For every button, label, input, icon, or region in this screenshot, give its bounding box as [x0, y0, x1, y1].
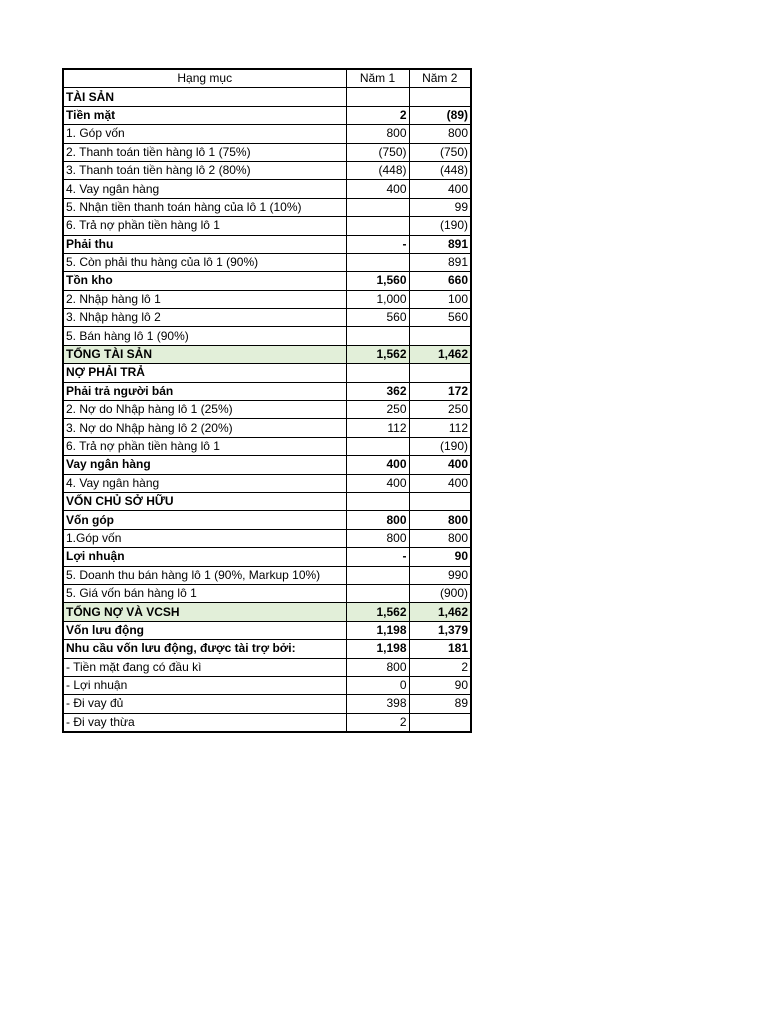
row-year-1-cell[interactable]: [346, 584, 409, 602]
row-year-1-cell[interactable]: [346, 327, 409, 345]
table-row: [63, 658, 471, 676]
table-row: [63, 272, 471, 290]
table-row: [63, 235, 471, 253]
row-year-2-cell[interactable]: 800: [409, 511, 471, 529]
row-year-1-cell[interactable]: -: [346, 235, 409, 253]
row-year-1-cell[interactable]: [346, 198, 409, 216]
row-year-2-cell[interactable]: 800: [409, 125, 471, 143]
row-year-2-cell[interactable]: [409, 364, 471, 382]
row-year-1-cell[interactable]: 400: [346, 180, 409, 198]
row-label-cell[interactable]: 3. Nhập hàng lô 2: [63, 309, 346, 327]
row-year-2-cell[interactable]: (750): [409, 143, 471, 161]
table-row: [63, 676, 471, 694]
row-year-1-cell[interactable]: 1,198: [346, 621, 409, 639]
row-label-cell[interactable]: Phải trả người bán: [63, 382, 346, 400]
row-year-2-cell[interactable]: 1,379: [409, 621, 471, 639]
table-row: [63, 253, 471, 271]
row-label-cell[interactable]: 5. Doanh thu bán hàng lô 1 (90%, Markup 10%): [63, 566, 346, 584]
row-label-cell[interactable]: Lợi nhuận: [63, 548, 346, 566]
row-year-2-cell[interactable]: 560: [409, 309, 471, 327]
row-label-cell[interactable]: Phải thu: [63, 235, 346, 253]
row-label-cell[interactable]: 1. Góp vốn: [63, 125, 346, 143]
row-label-cell[interactable]: - Tiền mặt đang có đầu kì: [63, 658, 346, 676]
header-item[interactable]: Hạng mục: [63, 69, 346, 88]
row-year-1-cell[interactable]: 1,562: [346, 603, 409, 621]
table-row: [63, 640, 471, 658]
balance-sheet-table: [62, 68, 472, 733]
row-label-cell[interactable]: 2. Nợ do Nhập hàng lô 1 (25%): [63, 401, 346, 419]
table-row: [63, 327, 471, 345]
row-year-2-cell[interactable]: [409, 713, 471, 732]
table-row: [63, 217, 471, 235]
row-year-2-cell[interactable]: 400: [409, 456, 471, 474]
row-label-cell[interactable]: - Đi vay thừa: [63, 713, 346, 732]
row-label-cell[interactable]: 2. Nhập hàng lô 1: [63, 290, 346, 308]
table-row: [63, 364, 471, 382]
row-year-2-cell[interactable]: 400: [409, 180, 471, 198]
table-row: [63, 180, 471, 198]
table-row: [63, 474, 471, 492]
row-label-cell[interactable]: 3. Nợ do Nhập hàng lô 2 (20%): [63, 419, 346, 437]
table-row: [63, 584, 471, 602]
row-year-2-cell[interactable]: [409, 327, 471, 345]
row-year-1-cell[interactable]: 800: [346, 125, 409, 143]
row-year-1-cell[interactable]: 800: [346, 529, 409, 547]
row-year-2-cell[interactable]: 660: [409, 272, 471, 290]
table-row: [63, 713, 471, 732]
row-label-cell[interactable]: 4. Vay ngân hàng: [63, 180, 346, 198]
row-year-2-cell[interactable]: 99: [409, 198, 471, 216]
row-year-1-cell[interactable]: 2: [346, 106, 409, 124]
row-year-2-cell[interactable]: (900): [409, 584, 471, 602]
row-year-1-cell[interactable]: 2: [346, 713, 409, 732]
row-year-2-cell[interactable]: (190): [409, 437, 471, 455]
row-label-cell[interactable]: 5. Bán hàng lô 1 (90%): [63, 327, 346, 345]
row-year-1-cell[interactable]: [346, 437, 409, 455]
row-label-cell[interactable]: 1.Góp vốn: [63, 529, 346, 547]
row-year-1-cell[interactable]: 400: [346, 456, 409, 474]
row-year-2-cell[interactable]: 90: [409, 548, 471, 566]
row-label-cell[interactable]: 5. Nhận tiền thanh toán hàng của lô 1 (10%): [63, 198, 346, 216]
row-year-1-cell[interactable]: 560: [346, 309, 409, 327]
row-year-2-cell[interactable]: 1,462: [409, 603, 471, 621]
row-label-cell[interactable]: 6. Trả nợ phần tiền hàng lô 1: [63, 437, 346, 455]
row-label-cell[interactable]: 4. Vay ngân hàng: [63, 474, 346, 492]
row-year-1-cell[interactable]: 112: [346, 419, 409, 437]
row-year-2-cell[interactable]: 1,462: [409, 345, 471, 363]
header-row: [63, 69, 471, 88]
table-row: [63, 419, 471, 437]
row-year-2-cell[interactable]: 800: [409, 529, 471, 547]
row-year-2-cell[interactable]: 100: [409, 290, 471, 308]
row-year-2-cell[interactable]: 990: [409, 566, 471, 584]
row-year-1-cell[interactable]: -: [346, 548, 409, 566]
row-label-cell[interactable]: VỐN CHỦ SỞ HỮU: [63, 492, 346, 510]
row-label-cell[interactable]: 3. Thanh toán tiền hàng lô 2 (80%): [63, 161, 346, 179]
row-year-2-cell[interactable]: [409, 492, 471, 510]
row-year-2-cell[interactable]: 891: [409, 235, 471, 253]
table-row: [63, 603, 471, 621]
row-year-1-cell[interactable]: 1,198: [346, 640, 409, 658]
row-label-cell[interactable]: - Lợi nhuận: [63, 676, 346, 694]
table-row: [63, 566, 471, 584]
row-year-2-cell[interactable]: 400: [409, 474, 471, 492]
row-label-cell[interactable]: Tiền mặt: [63, 106, 346, 124]
table-row: [63, 290, 471, 308]
row-year-1-cell[interactable]: [346, 88, 409, 106]
table-row: [63, 548, 471, 566]
row-label-cell[interactable]: TỔNG TÀI SẢN: [63, 345, 346, 363]
row-year-1-cell[interactable]: 250: [346, 401, 409, 419]
row-label-cell[interactable]: 6. Trả nợ phần tiền hàng lô 1: [63, 217, 346, 235]
row-year-1-cell[interactable]: 1,562: [346, 345, 409, 363]
row-year-2-cell[interactable]: (190): [409, 217, 471, 235]
row-year-1-cell[interactable]: 800: [346, 658, 409, 676]
table-row: [63, 511, 471, 529]
table-row: [63, 345, 471, 363]
row-label-cell[interactable]: Nhu cầu vốn lưu động, được tài trợ bởi:: [63, 640, 346, 658]
table-body: [63, 88, 471, 732]
row-year-1-cell[interactable]: (448): [346, 161, 409, 179]
row-label-cell[interactable]: - Đi vay đủ: [63, 695, 346, 713]
table-row: [63, 492, 471, 510]
row-label-cell[interactable]: Tồn kho: [63, 272, 346, 290]
row-year-2-cell[interactable]: 891: [409, 253, 471, 271]
row-year-2-cell[interactable]: (448): [409, 161, 471, 179]
table-row: [63, 143, 471, 161]
row-year-2-cell[interactable]: [409, 88, 471, 106]
row-year-2-cell[interactable]: 2: [409, 658, 471, 676]
row-label-cell[interactable]: NỢ PHẢI TRẢ: [63, 364, 346, 382]
row-label-cell[interactable]: 5. Giá vốn bán hàng lô 1: [63, 584, 346, 602]
row-label-cell[interactable]: 5. Còn phải thu hàng của lô 1 (90%): [63, 253, 346, 271]
row-year-1-cell[interactable]: [346, 492, 409, 510]
table-row: [63, 437, 471, 455]
row-year-2-cell[interactable]: 181: [409, 640, 471, 658]
row-label-cell[interactable]: Vốn lưu động: [63, 621, 346, 639]
table-row: [63, 198, 471, 216]
row-year-1-cell[interactable]: (750): [346, 143, 409, 161]
table-row: [63, 401, 471, 419]
table-row: [63, 621, 471, 639]
row-year-2-cell[interactable]: (89): [409, 106, 471, 124]
row-year-1-cell[interactable]: 398: [346, 695, 409, 713]
table-row: [63, 309, 471, 327]
table-row: [63, 456, 471, 474]
row-year-1-cell[interactable]: 1,560: [346, 272, 409, 290]
table-row: [63, 529, 471, 547]
row-year-2-cell[interactable]: 250: [409, 401, 471, 419]
row-year-2-cell[interactable]: 112: [409, 419, 471, 437]
row-year-2-cell[interactable]: 89: [409, 695, 471, 713]
row-year-2-cell[interactable]: 90: [409, 676, 471, 694]
row-year-1-cell[interactable]: [346, 217, 409, 235]
row-year-1-cell[interactable]: 1,000: [346, 290, 409, 308]
row-label-cell[interactable]: TỔNG NỢ VÀ VCSH: [63, 603, 346, 621]
row-year-1-cell[interactable]: [346, 253, 409, 271]
table-row: [63, 382, 471, 400]
row-year-1-cell[interactable]: [346, 364, 409, 382]
row-label-cell[interactable]: Vay ngân hàng: [63, 456, 346, 474]
row-year-1-cell[interactable]: 800: [346, 511, 409, 529]
header-year-2[interactable]: Năm 2: [409, 69, 471, 88]
table-row: [63, 125, 471, 143]
row-label-cell[interactable]: Vốn góp: [63, 511, 346, 529]
row-year-1-cell[interactable]: 400: [346, 474, 409, 492]
table-row: [63, 695, 471, 713]
row-label-cell[interactable]: 2. Thanh toán tiền hàng lô 1 (75%): [63, 143, 346, 161]
header-year-1[interactable]: Năm 1: [346, 69, 409, 88]
row-year-1-cell[interactable]: 362: [346, 382, 409, 400]
table-row: [63, 161, 471, 179]
row-year-2-cell[interactable]: 172: [409, 382, 471, 400]
row-year-1-cell[interactable]: [346, 566, 409, 584]
table-row: [63, 106, 471, 124]
row-label-cell[interactable]: TÀI SẢN: [63, 88, 346, 106]
row-year-1-cell[interactable]: 0: [346, 676, 409, 694]
table-row: [63, 88, 471, 106]
